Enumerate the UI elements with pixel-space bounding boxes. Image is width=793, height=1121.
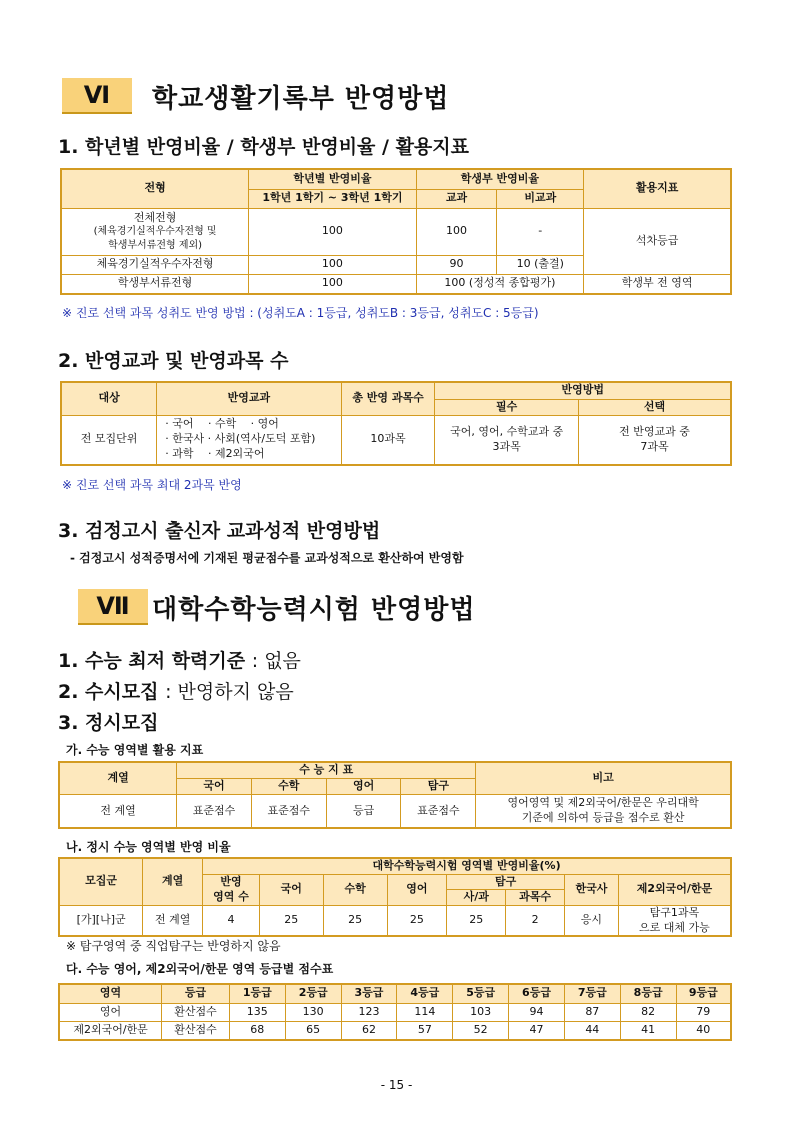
min-standard-line — [58, 646, 301, 673]
foreign-value — [618, 905, 731, 936]
header-csat-index: 수 능 지 표 — [177, 762, 476, 778]
header-history: 한국사 — [564, 874, 618, 905]
ga-title: 가. 수능 영역별 활용 지표 — [66, 743, 204, 757]
foreign-line-2: 으로 대체 가능 — [639, 920, 710, 934]
grade-header-row — [59, 984, 731, 1003]
english-index: 등급 — [326, 794, 401, 828]
remark-line-1: 영어영역 및 제2외국어/한문은 우리대학 — [507, 796, 699, 810]
header-grade-3: 3등급 — [341, 984, 397, 1003]
elective-value — [578, 415, 731, 465]
header-field: 계열 — [59, 762, 177, 794]
group-value: [가][나]군 — [59, 905, 143, 936]
header-grade-9: 9등급 — [676, 984, 731, 1003]
section-6-number: Ⅵ — [83, 81, 111, 109]
row-all-note-2: 학생부서류전형 제외) — [108, 239, 203, 251]
table-row — [59, 1003, 731, 1021]
header-inquiry-sub — [447, 889, 564, 905]
score-cell: 82 — [620, 1003, 676, 1021]
header-nonsubject: 비교과 — [497, 189, 584, 208]
section-6-title: 학교생활기록부 반영방법 — [152, 84, 450, 114]
header-inquiry-ratio: 사/과 — [447, 890, 506, 905]
subsection-6-3-desc: - 검정고시 성적증명서에 기재된 평균점수를 교과성적으로 환산하여 반영함 — [70, 551, 464, 565]
header-elective: 선택 — [578, 399, 731, 415]
score-cell: 94 — [509, 1003, 565, 1021]
header-grade-1: 1등급 — [229, 984, 285, 1003]
row-athlete-grade: 100 — [249, 255, 417, 274]
header-areas-line-2: 영역 수 — [213, 889, 249, 903]
row-docs-name: 학생부서류전형 — [61, 274, 249, 294]
score-cell: 44 — [564, 1021, 620, 1040]
header-field: 계열 — [143, 858, 203, 905]
row-docs-record: 100 (정성적 종합평가) — [416, 274, 583, 294]
early-admission-value: : 반영하지 않음 — [165, 681, 294, 703]
area-name: 영어 — [59, 1003, 162, 1021]
header-subjects: 반영교과 — [157, 382, 341, 415]
score-cell: 114 — [397, 1003, 453, 1021]
header-method: 반영방법 — [435, 382, 731, 399]
row-all-label: 전체전형 — [133, 210, 177, 224]
header-areas-line-1: 반영 — [220, 874, 242, 888]
required-line-2: 3과목 — [492, 439, 521, 453]
inquiry-index: 표준점수 — [401, 794, 476, 828]
row-docs-index: 학생부 전 영역 — [584, 274, 731, 294]
page-number: - 15 - — [380, 1078, 413, 1092]
header-grade-8: 8등급 — [620, 984, 676, 1003]
header-ratio: 대학수학능력시험 영역별 반영비율(%) — [203, 858, 731, 874]
achievement-note: ※ 진로 선택 과목 성취도 반영 방법 : (성취도A : 1등급, 성취도B : 3등급, 성취도C : 5등급) — [62, 306, 539, 320]
header-record-ratio: 학생부 반영비율 — [416, 169, 583, 189]
elective-line-2: 7과목 — [640, 439, 669, 453]
csat-ratio-table — [58, 857, 732, 937]
score-cell: 103 — [453, 1003, 509, 1021]
score-cell: 87 — [564, 1003, 620, 1021]
subject-line-1: · 국어 · 수학 · 영어 — [165, 417, 279, 431]
subsection-6-1-title: 1. 학년별 반영비율 / 학생부 반영비율 / 활용지표 — [58, 136, 469, 158]
na-title: 나. 정시 수능 영역별 반영 비율 — [66, 840, 231, 854]
header-inquiry-count: 과목수 — [519, 889, 552, 903]
inquiry-count: 2 — [506, 905, 565, 936]
regular-admission-label: 3. 정시모집 — [58, 712, 159, 734]
header-foreign: 제2외국어/한문 — [618, 874, 731, 905]
area-name: 제2외국어/한문 — [59, 1021, 162, 1040]
header-grade-4: 4등급 — [397, 984, 453, 1003]
row-all-subject: 100 — [416, 208, 497, 255]
header-korean: 국어 — [259, 874, 323, 905]
count-value: 10과목 — [341, 415, 435, 465]
row-athlete-nonsubject: 10 (출결) — [497, 255, 584, 274]
header-type: 전형 — [61, 169, 249, 208]
da-title: 다. 수능 영어, 제2외국어/한문 영역 등급별 점수표 — [66, 962, 334, 976]
remark-value — [476, 794, 731, 828]
score-cell: 135 — [229, 1003, 285, 1021]
header-required: 필수 — [435, 399, 579, 415]
header-grade-7: 7등급 — [564, 984, 620, 1003]
english-ratio: 25 — [387, 905, 447, 936]
row-all-grade: 100 — [249, 208, 417, 255]
score-cell: 47 — [509, 1021, 565, 1040]
header-remark: 비고 — [476, 762, 731, 794]
min-standard-value: : 없음 — [251, 650, 301, 672]
score-cell: 79 — [676, 1003, 731, 1021]
score-kind: 환산점수 — [162, 1003, 230, 1021]
grade-score-table — [58, 983, 732, 1041]
areas-value: 4 — [203, 905, 260, 936]
section-7-badge — [78, 589, 148, 625]
required-value — [435, 415, 579, 465]
section-7-number: Ⅶ — [96, 592, 130, 620]
history-value: 응시 — [564, 905, 618, 936]
header-korean: 국어 — [177, 778, 252, 794]
math-ratio: 25 — [323, 905, 387, 936]
min-standard-label: 1. 수능 최저 학력기준 — [58, 650, 246, 672]
header-math: 수학 — [251, 778, 326, 794]
row-all-note-1: (체육경기실적우수자전형 및 — [93, 226, 217, 238]
foreign-line-1: 탐구1과목 — [649, 905, 700, 919]
required-line-1: 국어, 영어, 수학교과 중 — [450, 424, 564, 438]
header-english: 영어 — [326, 778, 401, 794]
field-value: 전 계열 — [59, 794, 177, 828]
header-grade-5: 5등급 — [453, 984, 509, 1003]
remark-line-2: 기준에 의하여 등급을 점수로 환산 — [521, 811, 685, 825]
korean-index: 표준점수 — [177, 794, 252, 828]
field-value: 전 계열 — [143, 905, 203, 936]
early-admission-line — [58, 677, 294, 704]
elective-line-1: 전 반영교과 중 — [619, 424, 690, 438]
section-7-title: 대학수학능력시험 반영방법 — [152, 595, 476, 625]
subject-line-2: · 한국사 · 사회(역사/도덕 포함) — [165, 432, 316, 446]
row-docs-grade: 100 — [249, 274, 417, 294]
early-admission-label: 2. 수시모집 — [58, 681, 159, 703]
score-cell: 65 — [285, 1021, 341, 1040]
subjects-table — [60, 381, 732, 466]
header-grade-2: 2등급 — [285, 984, 341, 1003]
score-cell: 52 — [453, 1021, 509, 1040]
subsection-6-2-title: 2. 반영교과 및 반영과목 수 — [58, 350, 289, 372]
header-grade-range: 1학년 1학기 ~ 3학년 1학기 — [249, 189, 417, 208]
header-subject: 교과 — [416, 189, 497, 208]
table-row — [59, 1021, 731, 1040]
header-index: 활용지표 — [584, 169, 731, 208]
elective-note: ※ 진로 선택 과목 최대 2과목 반영 — [62, 478, 242, 492]
inquiry-ratio: 25 — [447, 905, 506, 936]
subject-list — [157, 415, 341, 465]
score-cell: 68 — [229, 1021, 285, 1040]
header-areas — [203, 874, 260, 905]
row-athlete-subject: 90 — [416, 255, 497, 274]
row-index-rank: 석차등급 — [584, 208, 731, 274]
score-cell: 123 — [341, 1003, 397, 1021]
section-6-badge — [62, 78, 132, 114]
korean-ratio: 25 — [259, 905, 323, 936]
row-all-name — [61, 208, 249, 255]
score-cell: 62 — [341, 1021, 397, 1040]
score-kind: 환산점수 — [162, 1021, 230, 1040]
score-cell: 130 — [285, 1003, 341, 1021]
target-value: 전 모집단위 — [61, 415, 157, 465]
header-grade-ratio: 학년별 반영비율 — [249, 169, 417, 189]
score-cell: 57 — [397, 1021, 453, 1040]
header-group: 모집군 — [59, 858, 143, 905]
math-index: 표준점수 — [251, 794, 326, 828]
header-area: 영역 — [59, 984, 162, 1003]
header-target: 대상 — [61, 382, 157, 415]
row-all-nonsubject: - — [497, 208, 584, 255]
header-math: 수학 — [323, 874, 387, 905]
header-english: 영어 — [387, 874, 447, 905]
header-grade-6: 6등급 — [509, 984, 565, 1003]
csat-index-table — [58, 761, 732, 829]
row-athlete-name: 체육경기실적우수자전형 — [61, 255, 249, 274]
score-cell: 41 — [620, 1021, 676, 1040]
reflection-ratio-table — [60, 168, 732, 295]
header-count: 총 반영 과목수 — [341, 382, 435, 415]
header-grade: 등급 — [162, 984, 230, 1003]
subject-line-3: · 과학 · 제2외국어 — [165, 447, 265, 461]
header-inquiry — [447, 874, 565, 905]
vocational-note: ※ 탐구영역 중 직업탐구는 반영하지 않음 — [66, 939, 281, 953]
subsection-6-3-title: 3. 검정고시 출신자 교과성적 반영방법 — [58, 520, 381, 542]
score-cell: 40 — [676, 1021, 731, 1040]
header-inquiry: 탐구 — [401, 778, 476, 794]
header-inquiry-label: 탐구 — [495, 874, 517, 888]
